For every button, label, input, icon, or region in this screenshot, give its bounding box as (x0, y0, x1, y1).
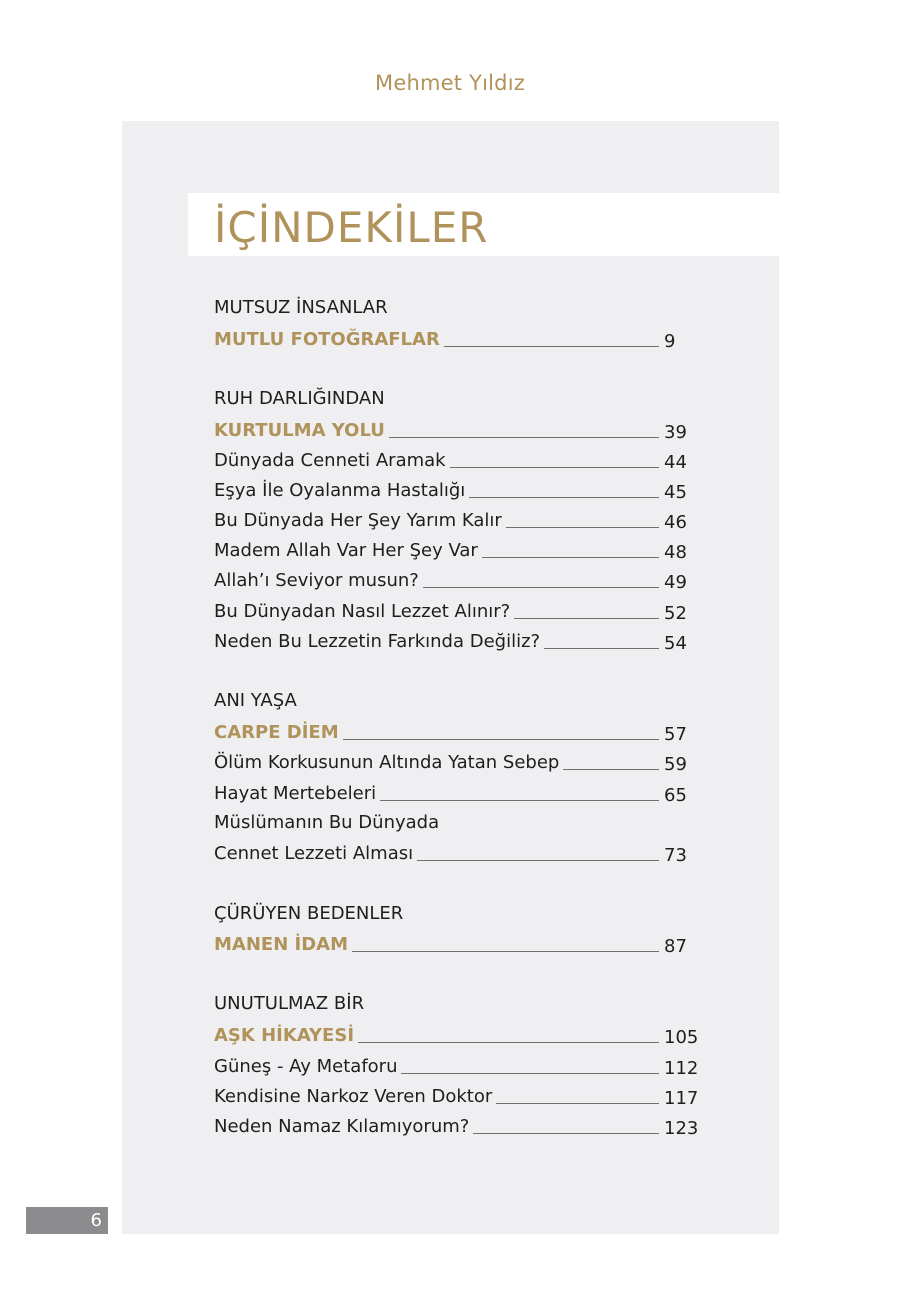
toc-entry-title: Müslümanın Bu Dünyada (214, 812, 440, 833)
toc-entry (214, 597, 694, 627)
toc-entry (214, 779, 694, 809)
toc-entry (214, 748, 694, 778)
toc-leader-line (563, 769, 659, 770)
toc-entry (214, 325, 694, 355)
toc-page-number: 39 (664, 422, 687, 443)
toc-entry-title: Cennet Lezzeti Alması (214, 843, 414, 864)
toc-page-number: 65 (664, 785, 687, 806)
toc-entry (214, 506, 694, 536)
toc-entry-title: Dünyada Cenneti Aramak (214, 450, 446, 471)
toc-entry-title: Güneş - Ay Metaforu (214, 1056, 398, 1077)
toc-page-number: 59 (664, 754, 687, 775)
toc-page-number: 117 (664, 1088, 699, 1109)
toc-entry-title: MUTSUZ İNSANLAR (214, 297, 388, 318)
toc-entry (214, 476, 694, 506)
toc-entry (214, 899, 694, 929)
toc-page-number: 57 (664, 724, 687, 745)
toc-leader-line (544, 648, 659, 649)
toc-entry-title: MUTLU FOTOĞRAFLAR (214, 329, 440, 350)
toc-leader-line (380, 800, 659, 801)
toc-entry-title: ANI YAŞA (214, 690, 297, 711)
toc-entry-title: Neden Namaz Kılamıyorum? (214, 1116, 470, 1137)
toc-leader-line (401, 1073, 659, 1074)
toc-entry-title: Bu Dünyadan Nasıl Lezzet Alınır? (214, 601, 511, 622)
toc-page-number: 9 (664, 331, 676, 352)
page-title: İÇİNDEKİLER (214, 203, 489, 252)
toc-leader-line (423, 587, 659, 588)
toc-entry-title: MANEN İDAM (214, 934, 349, 955)
page-number-tab (26, 1207, 108, 1234)
toc-leader-line (469, 497, 659, 498)
toc-entry-title: AŞK HİKAYESİ (214, 1025, 355, 1046)
toc-entry-title: Eşya İle Oyalanma Hastalığı (214, 480, 466, 501)
toc-entry (214, 446, 694, 476)
toc-entry-title: Bu Dünyada Her Şey Yarım Kalır (214, 510, 502, 531)
toc-leader-line (482, 557, 659, 558)
toc-entry-title: Ölüm Korkusunun Altında Yatan Sebep (214, 752, 560, 773)
toc-entry (214, 839, 694, 869)
toc-entry-title: Kendisine Narkoz Veren Doktor (214, 1086, 493, 1107)
toc-entry (214, 808, 694, 838)
toc-page-number: 73 (664, 845, 687, 866)
toc-entry (214, 686, 694, 716)
toc-page-number: 112 (664, 1058, 699, 1079)
toc-leader-line (352, 951, 659, 952)
toc-leader-line (450, 467, 659, 468)
toc-page-number: 105 (664, 1027, 699, 1048)
toc-entry (214, 930, 694, 960)
toc-entry (214, 989, 694, 1019)
toc-leader-line (514, 618, 659, 619)
toc-page-number: 52 (664, 603, 687, 624)
toc-entry-title: Madem Allah Var Her Şey Var (214, 540, 478, 561)
toc-entry (214, 536, 694, 566)
toc-page-number: 54 (664, 633, 687, 654)
toc-entry (214, 384, 694, 414)
toc-entry-title: CARPE DİEM (214, 722, 339, 743)
toc-entry (214, 718, 694, 748)
toc-entry (214, 1082, 699, 1112)
toc-entry (214, 1112, 699, 1142)
page-number: 6 (90, 1210, 102, 1231)
toc-entry (214, 293, 694, 323)
toc-entry (214, 627, 694, 657)
toc-leader-line (506, 527, 659, 528)
toc-leader-line (358, 1042, 659, 1043)
toc-leader-line (473, 1133, 659, 1134)
toc-entry-title: Neden Bu Lezzetin Farkında Değiliz? (214, 631, 541, 652)
toc-page-number: 44 (664, 452, 687, 473)
toc-entry-title: ÇÜRÜYEN BEDENLER (214, 903, 404, 924)
toc-page-number: 46 (664, 512, 687, 533)
toc-page-number: 123 (664, 1118, 699, 1139)
running-header-author: Mehmet Yıldız (375, 71, 525, 95)
toc-entry (214, 416, 694, 446)
toc-leader-line (389, 437, 659, 438)
toc-page-number: 48 (664, 542, 687, 563)
toc-page-number: 49 (664, 572, 687, 593)
toc-entry-title: Allah’ı Seviyor musun? (214, 570, 419, 591)
toc-leader-line (444, 346, 659, 347)
toc-entry-title: Hayat Mertebeleri (214, 783, 377, 804)
toc-entry-title: RUH DARLIĞINDAN (214, 388, 385, 409)
toc-entry (214, 566, 694, 596)
toc-entry-title: KURTULMA YOLU (214, 420, 385, 441)
toc-entry (214, 1021, 699, 1051)
toc-entry-title: UNUTULMAZ BİR (214, 993, 365, 1014)
toc-page-number: 45 (664, 482, 687, 503)
toc-leader-line (496, 1103, 659, 1104)
toc-leader-line (417, 860, 659, 861)
toc-leader-line (343, 739, 659, 740)
toc-page-number: 87 (664, 936, 687, 957)
toc-entry (214, 1052, 699, 1082)
